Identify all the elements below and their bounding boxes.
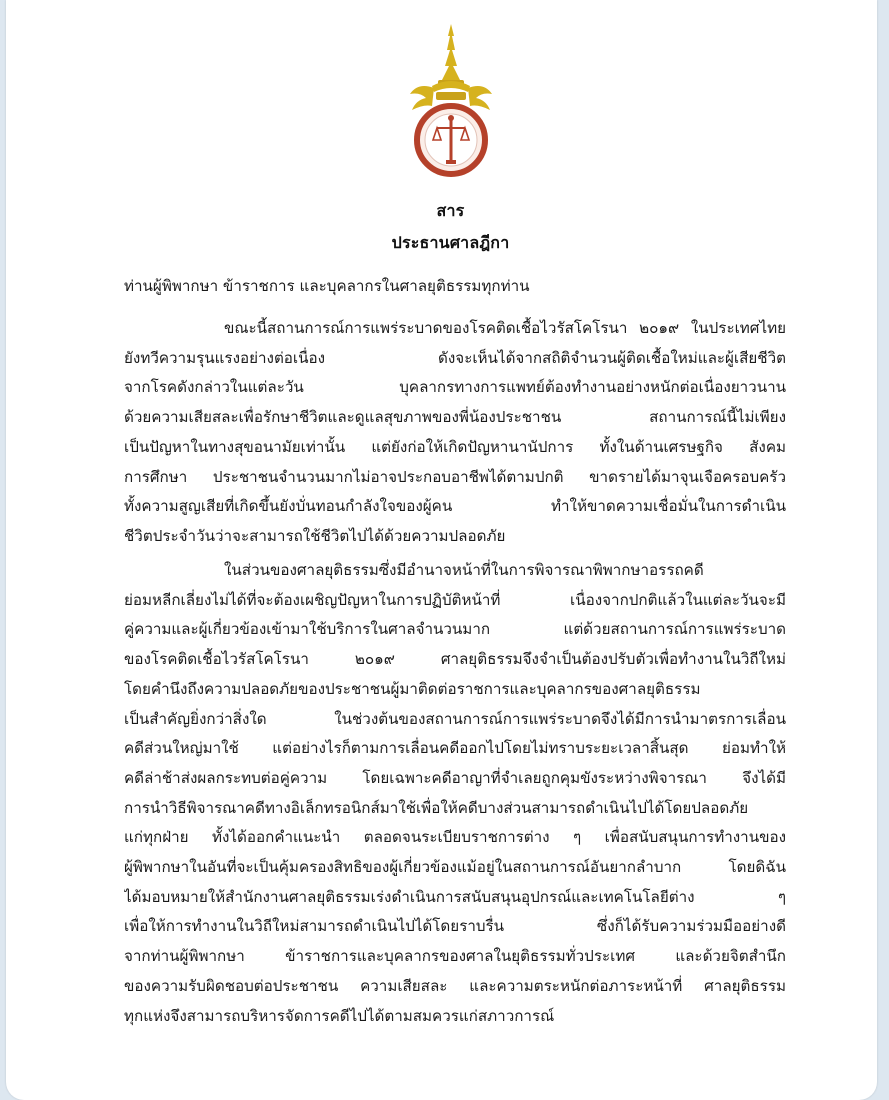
paragraph-line: เพื่อให้การทำงานในวิถีใหม่สามารถดำเนินไปได้โดยราบรื่น ซึ่งก็ได้รับความร่วมมืออย่างดี [124, 917, 786, 936]
document-subtitle: ประธานศาลฎีกา [391, 233, 510, 252]
paragraph-line: จากท่านผู้พิพากษา ข้าราชการและบุคลากรของศาลในยุติธรรมทั่วประเทศ และด้วยจิตสำนึก [124, 947, 786, 966]
paragraph-line: ทั้งความสูญเสียที่เกิดขึ้นยังบั่นทอนกำลังใจของผู้คน ทำให้ขาดความเชื่อมั่นในการดำเนิน [124, 497, 786, 516]
paragraph-line: แก่ทุกฝ่าย ทั้งได้ออกคำแนะนำ ตลอดจนระเบียบราชการต่าง ๆ เพื่อสนับสนุนการทำงานของ [124, 828, 786, 847]
paragraph-line: โดยคำนึงถึงความปลอดภัยของประชาชนผู้มาติดต่อราชการและบุคลากรของศาลยุติธรรม [124, 679, 701, 698]
greeting-line: ท่านผู้พิพากษา ข้าราชการ และบุคลากรในศาลยุติธรรมทุกท่าน [124, 277, 530, 295]
paragraph-line: ของโรคติดเชื้อไวรัสโคโรนา ๒๐๑๙ ศาลยุติธรรมจึงจำเป็นต้องปรับตัวเพื่อทำงานในวิถีใหม่ [124, 650, 786, 669]
paragraph-line: คดีล่าช้าส่งผลกระทบต่อคู่ความ โดยเฉพาะคดีอาญาที่จำเลยถูกคุมขังระหว่างพิจารณา จึงได้มี [124, 768, 786, 787]
paragraph-1 [124, 314, 786, 552]
document-page [6, 0, 877, 1100]
paragraph-line: ในส่วนของศาลยุติธรรมซึ่งมีอำนาจหน้าที่ในการพิจารณาพิพากษาอรรถคดี [224, 561, 704, 579]
paragraph-line: ชีวิตประจำวันว่าจะสามารถใช้ชีวิตไปได้ด้วยความปลอดภัย [124, 526, 506, 545]
paragraph-line: จากโรคดังกล่าวในแต่ละวัน บุคลากรทางการแพทย์ต้องทำงานอย่างหนักต่อเนื่องยาวนาน [124, 378, 786, 397]
paragraph-line: ผู้พิพากษาในอันที่จะเป็นคุ้มครองสิทธิของผู้เกี่ยวข้องแม้อยู่ในสถานการณ์อันยากลำบาก โดยดิฉัน [124, 858, 786, 877]
paragraph-line: ด้วยความเสียสละเพื่อรักษาชีวิตและดูแลสุขภาพของพี่น้องประชาชน สถานการณ์นี้ไม่เพียง [124, 408, 786, 427]
paragraph-2 [124, 556, 786, 1031]
paragraph-line: การศึกษา ประชาชนจำนวนมากไม่อาจประกอบอาชีพได้ตามปกติ ขาดรายได้มาจุนเจือครอบครัว [124, 467, 786, 486]
court-emblem-icon [402, 22, 500, 180]
paragraph-line: การนำวิธีพิจารณาคดีทางอิเล็กทรอนิกส์มาใช้เพื่อให้คดีบางส่วนสามารถดำเนินไปได้โดยปลอดภัย [124, 798, 749, 817]
paragraph-line: ทุกแห่งจึงสามารถบริหารจัดการคดีไปได้ตามสมควรแก่สภาวการณ์ [124, 1006, 555, 1025]
paragraph-line: เป็นสำคัญยิ่งกว่าสิ่งใด ในช่วงต้นของสถานการณ์การแพร่ระบาดจึงได้มีการนำมาตรการเลื่อน [124, 709, 786, 728]
paragraph-line: เป็นปัญหาในทางสุขอนามัยเท่านั้น แต่ยังก่อให้เกิดปัญหานานัปการ ทั้งในด้านเศรษฐกิจ สังคม [124, 437, 786, 456]
paragraph-line: คู่ความและผู้เกี่ยวข้องเข้ามาใช้บริการในศาลจำนวนมาก แต่ด้วยสถานการณ์การแพร่ระบาด [124, 620, 786, 639]
paragraph-line: ย่อมหลีกเลี่ยงไม่ได้ที่จะต้องเผชิญปัญหาในการปฏิบัติหน้าที่ เนื่องจากปกติแล้วในแต่ละวันจะมี [124, 590, 786, 609]
document-title: สาร [436, 201, 465, 220]
paragraph-line: คดีส่วนใหญ่มาใช้ แต่อย่างไรก็ตามการเลื่อนคดีออกไปโดยไม่ทราบระยะเวลาสิ้นสุด ย่อมทำให้ [124, 739, 786, 758]
paragraph-line: ขณะนี้สถานการณ์การแพร่ระบาดของโรคติดเชื้อไวรัสโคโรนา ๒๐๑๙ ในประเทศไทย [224, 319, 786, 337]
paragraph-line: ได้มอบหมายให้สำนักงานศาลยุติธรรมเร่งดำเนินการสนับสนุนอุปกรณ์และเทคโนโลยีต่าง ๆ [124, 887, 786, 906]
paragraph-line: ยังทวีความรุนแรงอย่างต่อเนื่อง ดังจะเห็นได้จากสถิติจำนวนผู้ติดเชื้อใหม่และผู้เสียชีวิต [124, 348, 786, 367]
paragraph-line: ของความรับผิดชอบต่อประชาชน ความเสียสละ และความตระหนักต่อภาระหน้าที่ ศาลยุติธรรม [124, 976, 786, 995]
